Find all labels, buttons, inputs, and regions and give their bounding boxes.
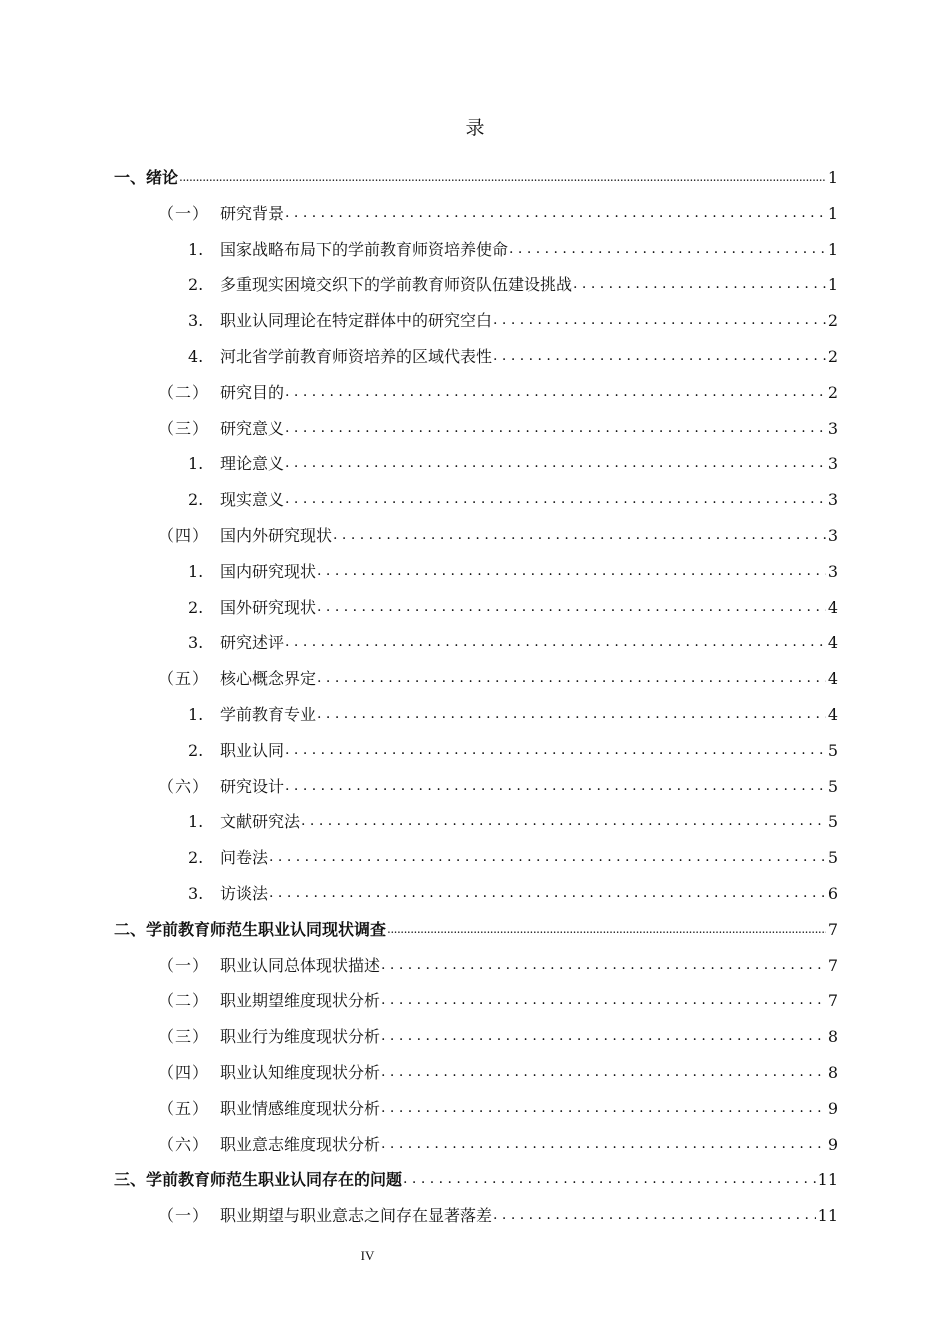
- dot-leader: [317, 558, 826, 576]
- toc-entry-page-number: 3: [827, 418, 838, 438]
- toc-entry-level-2[interactable]: [114, 1133, 838, 1169]
- toc-entry-label: 研究意义: [220, 418, 285, 438]
- toc-entry-level-2[interactable]: [114, 775, 838, 811]
- toc-entry-level-3[interactable]: [114, 488, 838, 524]
- dot-leader: [493, 1202, 816, 1220]
- toc-entry-level-3[interactable]: [114, 739, 838, 775]
- toc-entry-level-3[interactable]: [114, 238, 838, 274]
- toc-entry-number: （一）: [158, 1206, 210, 1226]
- toc-entry-number: 2.: [188, 848, 204, 868]
- dot-leader: [381, 1095, 826, 1113]
- toc-entry-label: 职业意志维度现状分析: [220, 1134, 381, 1154]
- dot-leader: [317, 701, 826, 719]
- dot-leader: [381, 1023, 826, 1041]
- toc-entry-level-1[interactable]: [114, 1168, 838, 1204]
- toc-entry-label: 研究目的: [220, 382, 285, 402]
- toc-entry-label: 国内外研究现状: [220, 525, 333, 545]
- toc-entry-page-number: 5: [827, 848, 838, 868]
- toc-entry-level-3[interactable]: [114, 345, 838, 381]
- toc-entry-page-number: 3: [827, 454, 838, 474]
- dot-leader: [285, 450, 826, 468]
- toc-entry-number: 2.: [188, 490, 204, 510]
- toc-entry-label: 国家战略布局下的学前教育师资培养使命: [220, 239, 509, 259]
- toc-entry-label: 职业期望维度现状分析: [220, 991, 381, 1011]
- toc-entry-level-2[interactable]: [114, 667, 838, 703]
- toc-entry-number: 1.: [188, 454, 204, 474]
- dot-leader: [509, 236, 826, 254]
- toc-entry-label: 研究设计: [220, 776, 285, 796]
- toc-entry-number: 一、: [114, 168, 147, 187]
- toc-entry-number: （二）: [158, 382, 210, 402]
- toc-entry-label: 国内研究现状: [220, 561, 317, 581]
- toc-entry-number: （五）: [158, 669, 210, 689]
- dot-leader: [493, 307, 826, 325]
- toc-entry-level-3[interactable]: [114, 309, 838, 345]
- dot-leader: [285, 379, 826, 397]
- page-title: 录: [465, 117, 485, 139]
- dot-leader: [285, 200, 826, 218]
- toc-entry-page-number: 1: [827, 168, 838, 187]
- toc-entry-page-number: 7: [827, 955, 838, 975]
- toc-entry-page-number: 8: [827, 1062, 838, 1082]
- dot-leader: [285, 415, 826, 433]
- toc-entry-number: （三）: [158, 418, 210, 438]
- toc-entry-number: 3.: [188, 311, 204, 331]
- dot-leader: [381, 987, 826, 1005]
- toc-entry-level-1[interactable]: [114, 918, 838, 954]
- toc-entry-number: 1.: [188, 704, 204, 724]
- toc-entry-number: 4.: [188, 346, 204, 366]
- dot-leader: [403, 1166, 816, 1184]
- toc-entry-page-number: 5: [827, 812, 838, 832]
- dot-leader: [285, 486, 826, 504]
- toc-entry-level-2[interactable]: [114, 524, 838, 560]
- toc-entry-page-number: 9: [827, 1134, 838, 1154]
- toc-entry-label: 研究述评: [220, 633, 285, 653]
- toc-entry-label: 职业行为维度现状分析: [220, 1027, 381, 1047]
- toc-entry-page-number: 4: [827, 633, 838, 653]
- toc-entry-page-number: 6: [827, 883, 838, 903]
- toc-entry-page-number: 1: [827, 239, 838, 259]
- dot-leader: [179, 164, 826, 182]
- toc-entry-page-number: 4: [827, 669, 838, 689]
- page-number-footer: IV: [360, 1248, 375, 1263]
- toc-entry-page-number: 2: [827, 311, 838, 331]
- toc-entry-label: 研究背景: [220, 203, 285, 223]
- toc-entry-level-3[interactable]: [114, 810, 838, 846]
- toc-entry-label: 职业期望与职业意志之间存在显著落差: [220, 1206, 493, 1226]
- toc-entry-level-3[interactable]: [114, 560, 838, 596]
- toc-entry-label: 国外研究现状: [220, 597, 317, 617]
- toc-entry-number: 2.: [188, 740, 204, 760]
- toc-entry-label: 绪论: [146, 168, 179, 187]
- toc-entry-page-number: 1: [827, 275, 838, 295]
- toc-entry-page-number: 3: [827, 561, 838, 581]
- toc-entry-level-3[interactable]: [114, 882, 838, 918]
- toc-entry-label: 职业认同理论在特定群体中的研究空白: [220, 311, 493, 331]
- toc-entry-page-number: 5: [827, 740, 838, 760]
- dot-leader: [269, 844, 826, 862]
- toc-entry-level-3[interactable]: [114, 596, 838, 632]
- toc-entry-label: 理论意义: [220, 454, 285, 474]
- toc-entry-page-number: 11: [817, 1170, 838, 1190]
- dot-leader: [387, 916, 826, 934]
- dot-leader: [301, 808, 826, 826]
- toc-entry-page-number: 9: [827, 1098, 838, 1118]
- toc-entry-page-number: 2: [827, 382, 838, 402]
- toc-entry-page-number: 1: [827, 203, 838, 223]
- toc-entry-level-1[interactable]: [114, 166, 838, 202]
- toc-entry-number: （四）: [158, 525, 210, 545]
- toc-entry-page-number: 8: [827, 1027, 838, 1047]
- toc-entry-level-3[interactable]: [114, 452, 838, 488]
- toc-entry-label: 职业情感维度现状分析: [220, 1098, 381, 1118]
- toc-entry-number: 二、: [114, 919, 147, 939]
- toc-entry-level-2[interactable]: [114, 1061, 838, 1097]
- dot-leader: [317, 665, 826, 683]
- toc-entry-page-number: 7: [827, 991, 838, 1011]
- toc-entry-number: 2.: [188, 275, 204, 295]
- dot-leader: [285, 773, 826, 791]
- toc-entry-label: 现实意义: [220, 490, 285, 510]
- toc-entry-label: 职业认同: [220, 740, 285, 760]
- toc-entry-page-number: 4: [827, 704, 838, 724]
- toc-entry-level-2[interactable]: [114, 1025, 838, 1061]
- toc-entry-label: 核心概念界定: [220, 669, 317, 689]
- toc-entry-page-number: 4: [827, 597, 838, 617]
- toc-entry-page-number: 3: [827, 490, 838, 510]
- toc-entry-level-2[interactable]: [114, 202, 838, 238]
- toc-entry-number: （六）: [158, 1134, 210, 1154]
- dot-leader: [573, 271, 826, 289]
- toc-entry-level-3[interactable]: [114, 273, 838, 309]
- toc-entry-number: 3.: [188, 633, 204, 653]
- toc-entry-page-number: 11: [817, 1206, 838, 1226]
- toc-entry-label: 访谈法: [220, 883, 269, 903]
- toc-entry-number: （一）: [158, 955, 210, 975]
- toc-entry-level-2[interactable]: [114, 989, 838, 1025]
- toc-entry-number: （二）: [158, 991, 210, 1011]
- dot-leader: [381, 1059, 826, 1077]
- toc-entry-level-3[interactable]: [114, 846, 838, 882]
- toc-entry-label: 学前教育专业: [220, 704, 317, 724]
- toc-entry-label: 多重现实困境交织下的学前教育师资队伍建设挑战: [220, 275, 573, 295]
- toc-entry-number: （四）: [158, 1062, 210, 1082]
- toc-entry-number: 3.: [188, 883, 204, 903]
- toc-entry-level-2[interactable]: [114, 1097, 838, 1133]
- toc-entry-label: 学前教育师范生职业认同存在的问题: [146, 1170, 403, 1190]
- toc-entry-page-number: 3: [827, 525, 838, 545]
- toc-entry-number: （一）: [158, 203, 210, 223]
- toc-entry-label: 职业认知维度现状分析: [220, 1062, 381, 1082]
- dot-leader: [493, 343, 826, 361]
- toc-entry-level-2[interactable]: [114, 417, 838, 453]
- toc-entry-number: 1.: [188, 239, 204, 259]
- dot-leader: [285, 629, 826, 647]
- toc-entry-level-3[interactable]: [114, 631, 838, 667]
- toc-entry-number: （五）: [158, 1098, 210, 1118]
- toc-entry-label: 文献研究法: [220, 812, 301, 832]
- dot-leader: [381, 1131, 826, 1149]
- toc-entry-number: 1.: [188, 812, 204, 832]
- toc-entry-number: 2.: [188, 597, 204, 617]
- toc-entry-level-2[interactable]: [114, 1204, 838, 1240]
- toc-entry-level-3[interactable]: [114, 703, 838, 739]
- dot-leader: [333, 522, 826, 540]
- toc-entry-number: 三、: [114, 1170, 147, 1190]
- dot-leader: [381, 952, 826, 970]
- toc-entry-label: 职业认同总体现状描述: [220, 955, 381, 975]
- toc-entry-label: 学前教育师范生职业认同现状调查: [146, 919, 387, 939]
- table-of-contents: [114, 166, 838, 1240]
- toc-entry-level-2[interactable]: [114, 954, 838, 990]
- dot-leader: [285, 737, 826, 755]
- toc-entry-label: 河北省学前教育师资培养的区域代表性: [220, 346, 493, 366]
- toc-entry-page-number: 5: [827, 776, 838, 796]
- toc-entry-page-number: 7: [827, 919, 838, 939]
- toc-entry-label: 问卷法: [220, 848, 269, 868]
- toc-entry-level-2[interactable]: [114, 381, 838, 417]
- toc-entry-page-number: 2: [827, 346, 838, 366]
- toc-entry-number: （三）: [158, 1027, 210, 1047]
- dot-leader: [317, 594, 826, 612]
- toc-entry-number: 1.: [188, 561, 204, 581]
- dot-leader: [269, 880, 826, 898]
- toc-entry-number: （六）: [158, 776, 210, 796]
